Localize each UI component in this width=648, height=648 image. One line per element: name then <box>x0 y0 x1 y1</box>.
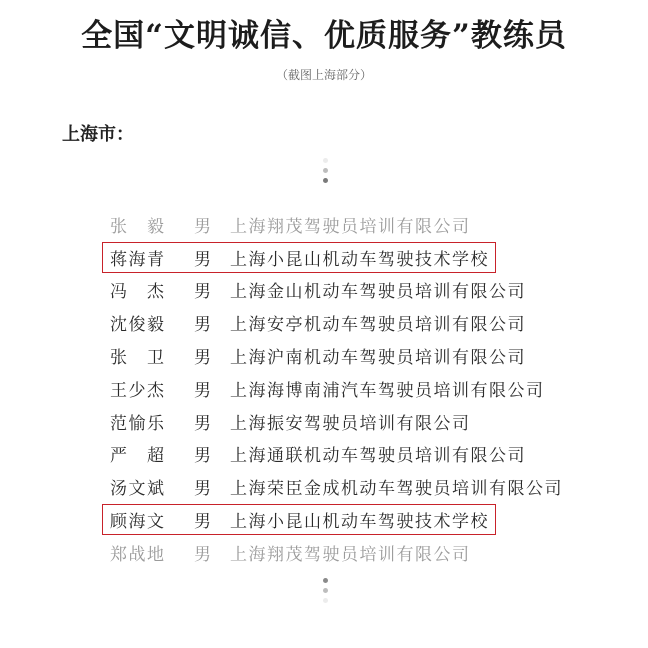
coach-organization: 上海小昆山机动车驾驶技术学校 <box>230 249 489 270</box>
list-item <box>110 208 580 241</box>
coach-organization: 上海通联机动车驾驶员培训有限公司 <box>230 446 526 467</box>
list-item <box>110 372 580 405</box>
coach-organization: 上海翔茂驾驶员培训有限公司 <box>230 216 471 237</box>
coach-organization: 上海金山机动车驾驶员培训有限公司 <box>230 282 526 303</box>
coach-name: 范愉乐 <box>110 413 166 434</box>
coach-gender: 男 <box>194 413 213 434</box>
coach-name: 郑战地 <box>110 544 166 565</box>
coach-name: 张 毅 <box>110 216 166 237</box>
coach-organization: 上海安亭机动车驾驶员培训有限公司 <box>230 315 526 336</box>
list-item-highlighted <box>110 241 580 274</box>
coach-gender: 男 <box>194 512 213 533</box>
coach-gender: 男 <box>194 282 213 303</box>
coach-gender: 男 <box>194 479 213 500</box>
list-item <box>110 438 580 471</box>
coach-name: 汤文斌 <box>110 479 166 500</box>
ellipsis-dot <box>323 578 328 583</box>
coach-gender: 男 <box>194 446 213 467</box>
document-title: 全国“文明诚信、优质服务”教练员 <box>81 18 567 54</box>
list-item <box>110 470 580 503</box>
coach-organization: 上海荣臣金成机动车驾驶员培训有限公司 <box>230 479 563 500</box>
coach-gender: 男 <box>194 216 213 237</box>
coach-name: 顾海文 <box>110 512 166 533</box>
coach-gender: 男 <box>194 315 213 336</box>
ellipsis-dot <box>323 158 328 163</box>
list-item <box>110 274 580 307</box>
list-item <box>110 405 580 438</box>
ellipsis-dot <box>323 168 328 173</box>
coach-name: 王少杰 <box>110 380 166 401</box>
ellipsis-dot <box>323 588 328 593</box>
ellipsis-dot <box>323 178 328 183</box>
coach-name: 沈俊毅 <box>110 315 166 336</box>
ellipsis-dots-top <box>320 158 330 188</box>
coach-name: 张 卫 <box>110 348 166 369</box>
coach-gender: 男 <box>194 544 213 565</box>
coach-name: 严 超 <box>110 446 166 467</box>
list-item-highlighted <box>110 503 580 536</box>
ellipsis-dot <box>323 598 328 603</box>
coach-gender: 男 <box>194 380 213 401</box>
coach-name: 冯 杰 <box>110 282 166 303</box>
coach-list <box>110 208 580 569</box>
document-subtitle: （截图上海部分） <box>275 68 372 82</box>
coach-organization: 上海海博南浦汽车驾驶员培训有限公司 <box>230 380 545 401</box>
coach-gender: 男 <box>194 249 213 270</box>
list-item <box>110 339 580 372</box>
coach-organization: 上海小昆山机动车驾驶技术学校 <box>230 512 489 533</box>
coach-organization: 上海沪南机动车驾驶员培训有限公司 <box>230 348 526 369</box>
coach-gender: 男 <box>194 348 213 369</box>
coach-name: 蒋海青 <box>110 249 166 270</box>
list-item <box>110 536 580 569</box>
coach-organization: 上海翔茂驾驶员培训有限公司 <box>230 544 471 565</box>
list-item <box>110 306 580 339</box>
coach-organization: 上海振安驾驶员培训有限公司 <box>230 413 471 434</box>
section-title-shanghai: 上海市： <box>62 124 134 145</box>
ellipsis-dots-bottom <box>320 578 330 608</box>
